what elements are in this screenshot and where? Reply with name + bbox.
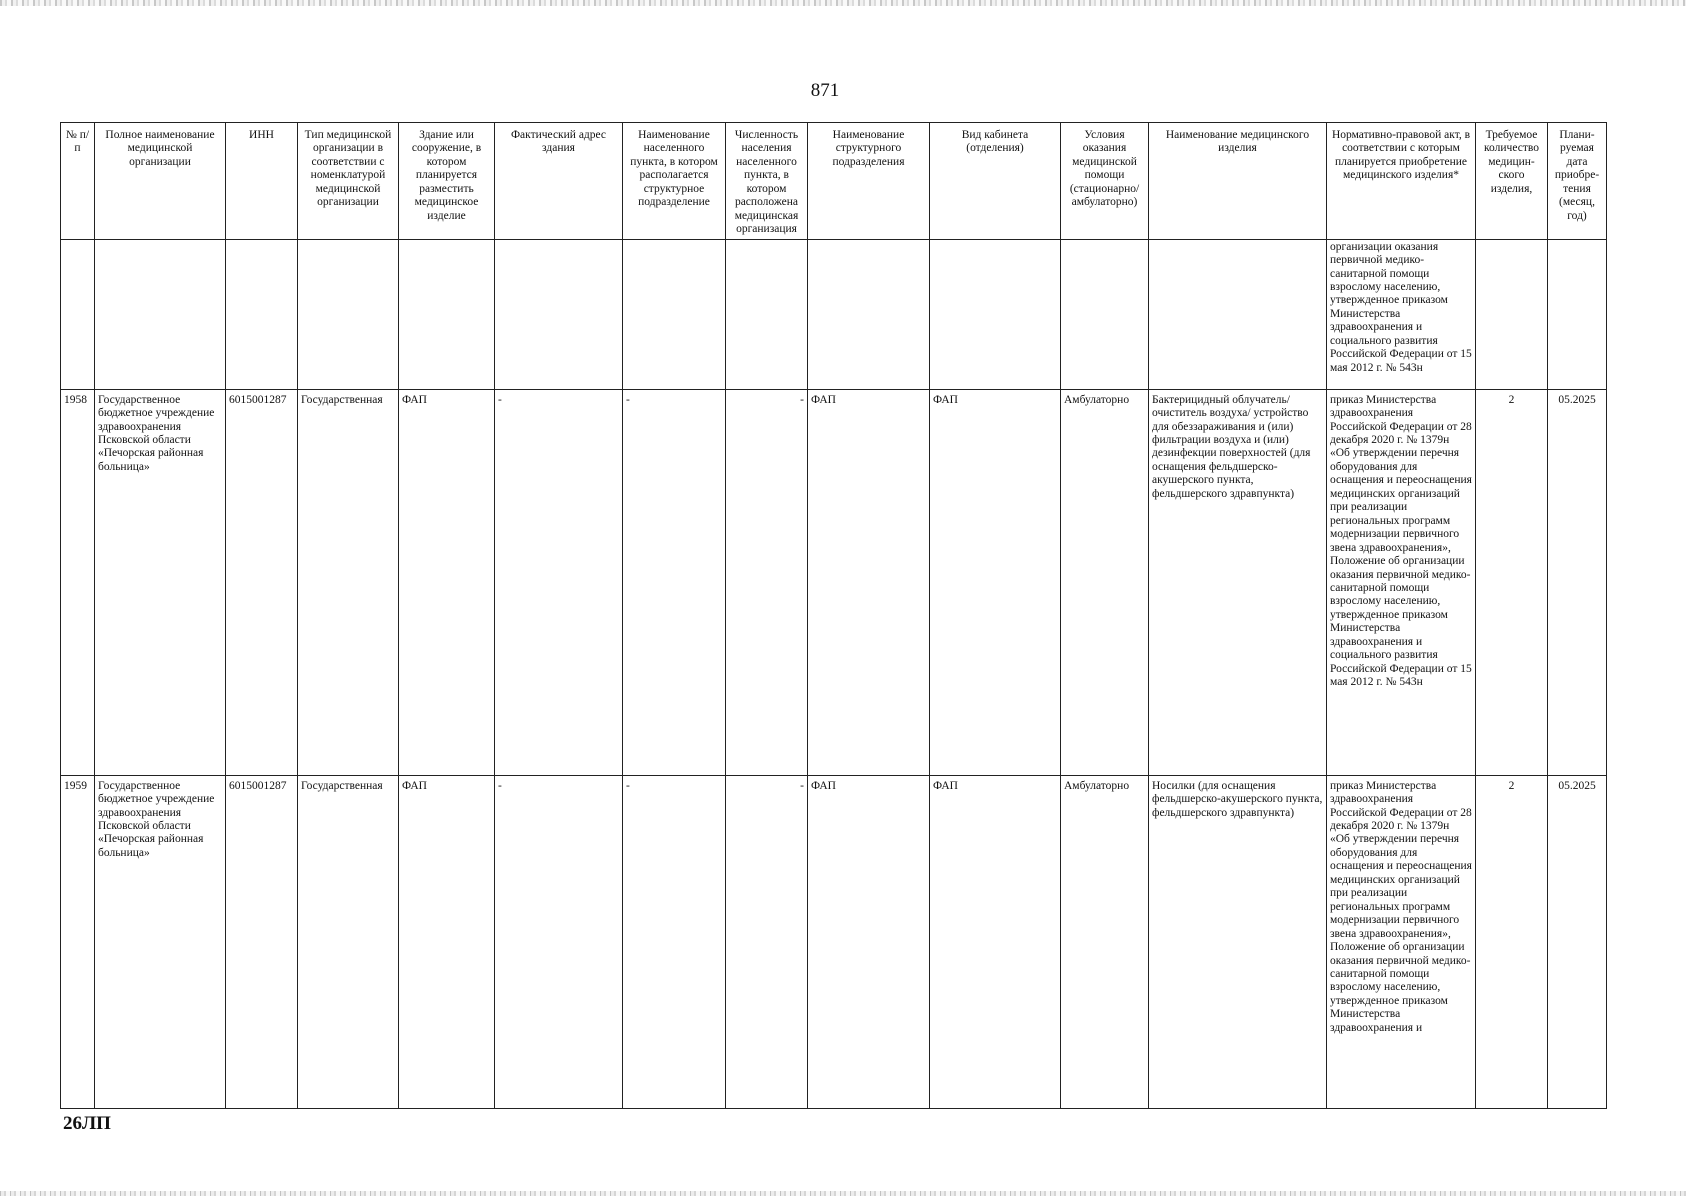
header-inn: ИНН xyxy=(226,123,298,240)
row-inn: 6015001287 xyxy=(226,775,298,1108)
header-conditions: Условия оказания медицинской помощи (стационарно/ амбулаторно) xyxy=(1061,123,1149,240)
continuation-row xyxy=(61,239,1607,389)
row-cabinet: ФАП xyxy=(930,389,1061,775)
row-subdivision: ФАП xyxy=(808,775,930,1108)
footer-code: 26ЛП xyxy=(63,1113,111,1134)
table-cell xyxy=(726,239,808,389)
row-org: Государственное бюджетное учреждение здравоохранения Псковской области «Печорская районная больница» xyxy=(95,775,226,1108)
table-cell xyxy=(1149,239,1327,389)
header-population: Численность населения населенного пункта, в котором расположена медицинская организация xyxy=(726,123,808,240)
table-row xyxy=(61,389,1607,775)
header-act: Нормативно-правовой акт, в соответствии с которым планируется приобретение медицинского изделия* xyxy=(1327,123,1476,240)
table-cell xyxy=(95,239,226,389)
row-date: 05.2025 xyxy=(1548,775,1607,1108)
row-settlement: - xyxy=(623,389,726,775)
header-address: Фактический адрес здания xyxy=(495,123,623,240)
table-cell xyxy=(61,239,95,389)
table-cell xyxy=(623,239,726,389)
header-device: Наименование медицинского изделия xyxy=(1149,123,1327,240)
table-row xyxy=(61,775,1607,1108)
row-conditions: Амбулаторно xyxy=(1061,389,1149,775)
table-cell xyxy=(1548,239,1607,389)
table-cell xyxy=(495,239,623,389)
row-device: Бактерицидный облучатель/ очиститель воздуха/ устройство для обеззараживания и (или) фильтрации воздуха и (или) дезинфекции поверхностей (для оснащения фельдшерско-акушерского пункта, фельдшерского здравпункта) xyxy=(1149,389,1327,775)
table-cell xyxy=(298,239,399,389)
row-building: ФАП xyxy=(399,389,495,775)
header-subdivision: Наименование структурного подразделения xyxy=(808,123,930,240)
row-cabinet: ФАП xyxy=(930,775,1061,1108)
table-cell xyxy=(808,239,930,389)
row-subdivision: ФАП xyxy=(808,389,930,775)
header-type: Тип медицинской организации в соответствии с номенклатурой медицинской организации xyxy=(298,123,399,240)
row-population: - xyxy=(726,775,808,1108)
continuation-act: организации оказания первичной медико-санитарной помощи взрослому населению, утвержденное приказом Министерства здравоохранения и социального развития Российской Федерации от 15 мая 2012 г. № 543н xyxy=(1327,239,1476,389)
header-cabinet: Вид кабинета (отделения) xyxy=(930,123,1061,240)
header-row xyxy=(61,123,1607,240)
table-cell xyxy=(226,239,298,389)
row-qty: 2 xyxy=(1476,389,1548,775)
row-act: приказ Министерства здравоохранения Российской Федерации от 28 декабря 2020 г. № 1379н «Об утверждении перечня оборудования для оснащения и переоснащения медицинских организаций при реализации региональных программ модернизации первичного звена здравоохранения», Положение об организации оказания первичной медико-санитарной помощи взрослому населению, утвержденное приказом Министерства здравоохранения и xyxy=(1327,775,1476,1108)
header-date: Плани-руемая дата приобре-тения (месяц, год) xyxy=(1548,123,1607,240)
table-cell xyxy=(399,239,495,389)
row-settlement: - xyxy=(623,775,726,1108)
row-num: 1958 xyxy=(61,389,95,775)
table-cell xyxy=(930,239,1061,389)
header-org: Полное наименование медицинской организации xyxy=(95,123,226,240)
row-inn: 6015001287 xyxy=(226,389,298,775)
row-address: - xyxy=(495,775,623,1108)
header-building: Здание или сооружение, в котором планируется разместить медицинское изделие xyxy=(399,123,495,240)
row-type: Государственная xyxy=(298,775,399,1108)
header-qty: Требуемое количество медицин-ского изделия, xyxy=(1476,123,1548,240)
row-building: ФАП xyxy=(399,775,495,1108)
scan-edge-bottom xyxy=(0,1191,1686,1196)
page-number: 871 xyxy=(810,80,840,101)
equipment-table xyxy=(60,122,1607,1109)
header-num: № п/п xyxy=(61,123,95,240)
row-org: Государственное бюджетное учреждение здравоохранения Псковской области «Печорская районная больница» xyxy=(95,389,226,775)
scan-edge-top xyxy=(0,0,1686,6)
header-settlement: Наименование населенного пункта, в котором располагается структурное подразделение xyxy=(623,123,726,240)
row-address: - xyxy=(495,389,623,775)
row-qty: 2 xyxy=(1476,775,1548,1108)
table-cell xyxy=(1061,239,1149,389)
row-conditions: Амбулаторно xyxy=(1061,775,1149,1108)
row-date: 05.2025 xyxy=(1548,389,1607,775)
row-type: Государственная xyxy=(298,389,399,775)
row-device: Носилки (для оснащения фельдшерско-акушерского пункта, фельдшерского здравпункта) xyxy=(1149,775,1327,1108)
row-population: - xyxy=(726,389,808,775)
row-num: 1959 xyxy=(61,775,95,1108)
table-cell xyxy=(1476,239,1548,389)
row-act: приказ Министерства здравоохранения Российской Федерации от 28 декабря 2020 г. № 1379н «Об утверждении перечня оборудования для оснащения и переоснащения медицинских организаций при реализации региональных программ модернизации первичного звена здравоохранения», Положение об организации оказания первичной медико-санитарной помощи взрослому населению, утвержденное приказом Министерства здравоохранения и социального развития Российской Федерации от 15 мая 2012 г. № 543н xyxy=(1327,389,1476,775)
